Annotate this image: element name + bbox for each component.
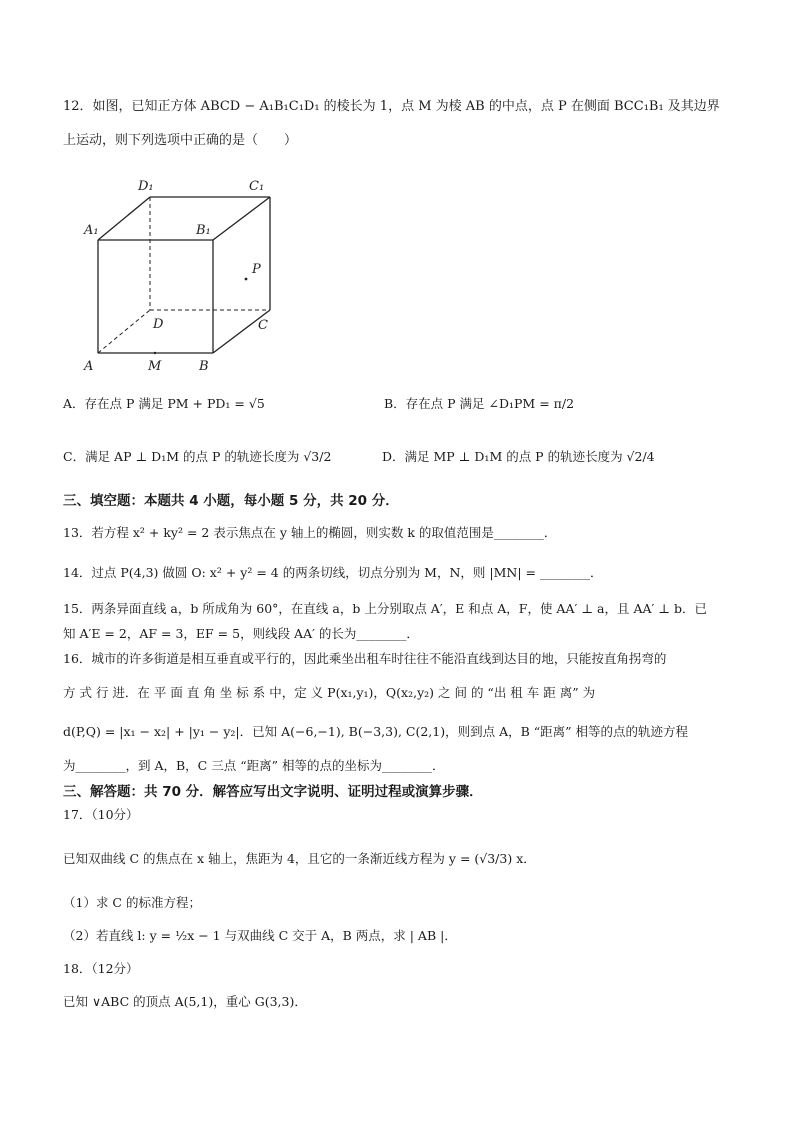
label-b: B bbox=[199, 359, 209, 374]
label-b1: B₁ bbox=[196, 223, 211, 238]
point-p-dot bbox=[245, 278, 248, 281]
q15-line2: 知 A′E = 2，AF = 3，EF = 5，则线段 AA′ 的长为________． bbox=[63, 626, 419, 641]
section-fill-header: 三、填空题：本题共 4 小题，每小题 5 分，共 20 分． bbox=[63, 493, 399, 509]
q12-option-b: B．存在点 P 满足 ∠D₁PM = π/2 bbox=[384, 396, 575, 411]
section-answer-header: 三、解答题：共 70 分．解答应写出文字说明、证明过程或演算步骤． bbox=[63, 784, 483, 800]
point-m-dot bbox=[154, 352, 156, 354]
label-d: D bbox=[153, 317, 164, 332]
q17-part1: （1）求 C 的标准方程； bbox=[63, 895, 201, 910]
label-a: A bbox=[84, 359, 94, 374]
label-c1: C₁ bbox=[249, 179, 265, 194]
q16-line3: d(P,Q) = |x₁ − x₂| + |y₁ − y₂|．已知 A(−6,−1), B(−3,3), C(2,1)，则到点 A，B “距离” 相等的点的轨迹方程 bbox=[63, 724, 689, 739]
q17-part2: （2）若直线 l: y = ½x − 1 与双曲线 C 交于 A，B 两点，求 | AB |． bbox=[63, 928, 457, 943]
q15-line1: 15．两条异面直线 a，b 所成角为 60°，在直线 a，b 上分别取点 A′，E 和点 A，F，使 AA′ ⊥ a，且 AA′ ⊥ b．已 bbox=[63, 601, 708, 616]
label-p: P bbox=[252, 262, 261, 277]
q12-option-c: C．满足 AP ⊥ D₁M 的点 P 的轨迹长度为 √3/2 bbox=[63, 449, 332, 464]
q16-line4: 为________，到 A，B，C 三点 “距离” 相等的点的坐标为________． bbox=[63, 758, 445, 773]
q13-text: 13．若方程 x² + ky² = 2 表示焦点在 y 轴上的椭圆，则实数 k 的取值范围是________． bbox=[63, 525, 557, 540]
q12-stem-line2: 上运动，则下列选项中正确的是（ ） bbox=[63, 133, 298, 148]
q18-score: 18．（12分） bbox=[63, 961, 139, 976]
cube-visible-edges bbox=[98, 197, 270, 353]
q17-text: 已知双曲线 C 的焦点在 x 轴上，焦距为 4，且它的一条渐近线方程为 y = (√3/3) x． bbox=[63, 851, 536, 866]
q12-option-a: A．存在点 P 满足 PM + PD₁ = √5 bbox=[63, 396, 265, 411]
q14-text: 14．过点 P(4,3) 做圆 O: x² + y² = 4 的两条切线，切点分别为 M，N，则 |MN| = ________． bbox=[63, 565, 603, 580]
cube-figure bbox=[78, 172, 288, 377]
label-d1: D₁ bbox=[138, 179, 154, 194]
label-m: M bbox=[148, 359, 162, 374]
q16-line2: 方 式 行 进．在 平 面 直 角 坐 标 系 中，定 义 P(x₁,y₁)，Q(x₂,y₂) 之 间 的 “出 租 车 距 离” 为 bbox=[63, 685, 596, 700]
q12-stem-line1: 12．如图，已知正方体 ABCD − A₁B₁C₁D₁ 的棱长为 1，点 M 为棱 AB 的中点，点 P 在侧面 BCC₁B₁ 及其边界 bbox=[63, 99, 720, 114]
q18-text: 已知 ∨ABC 的顶点 A(5,1)，重心 G(3,3)． bbox=[63, 994, 307, 1009]
label-a1: A₁ bbox=[84, 223, 99, 238]
q12-option-d: D．满足 MP ⊥ D₁M 的点 P 的轨迹长度为 √2/4 bbox=[382, 449, 655, 464]
q16-line1: 16．城市的许多街道是相互垂直或平行的，因此乘坐出租车时往往不能沿直线到达目的地，只能按直角拐弯的 bbox=[63, 651, 667, 666]
q17-score: 17．（10分） bbox=[63, 807, 139, 822]
label-c: C bbox=[258, 318, 268, 333]
